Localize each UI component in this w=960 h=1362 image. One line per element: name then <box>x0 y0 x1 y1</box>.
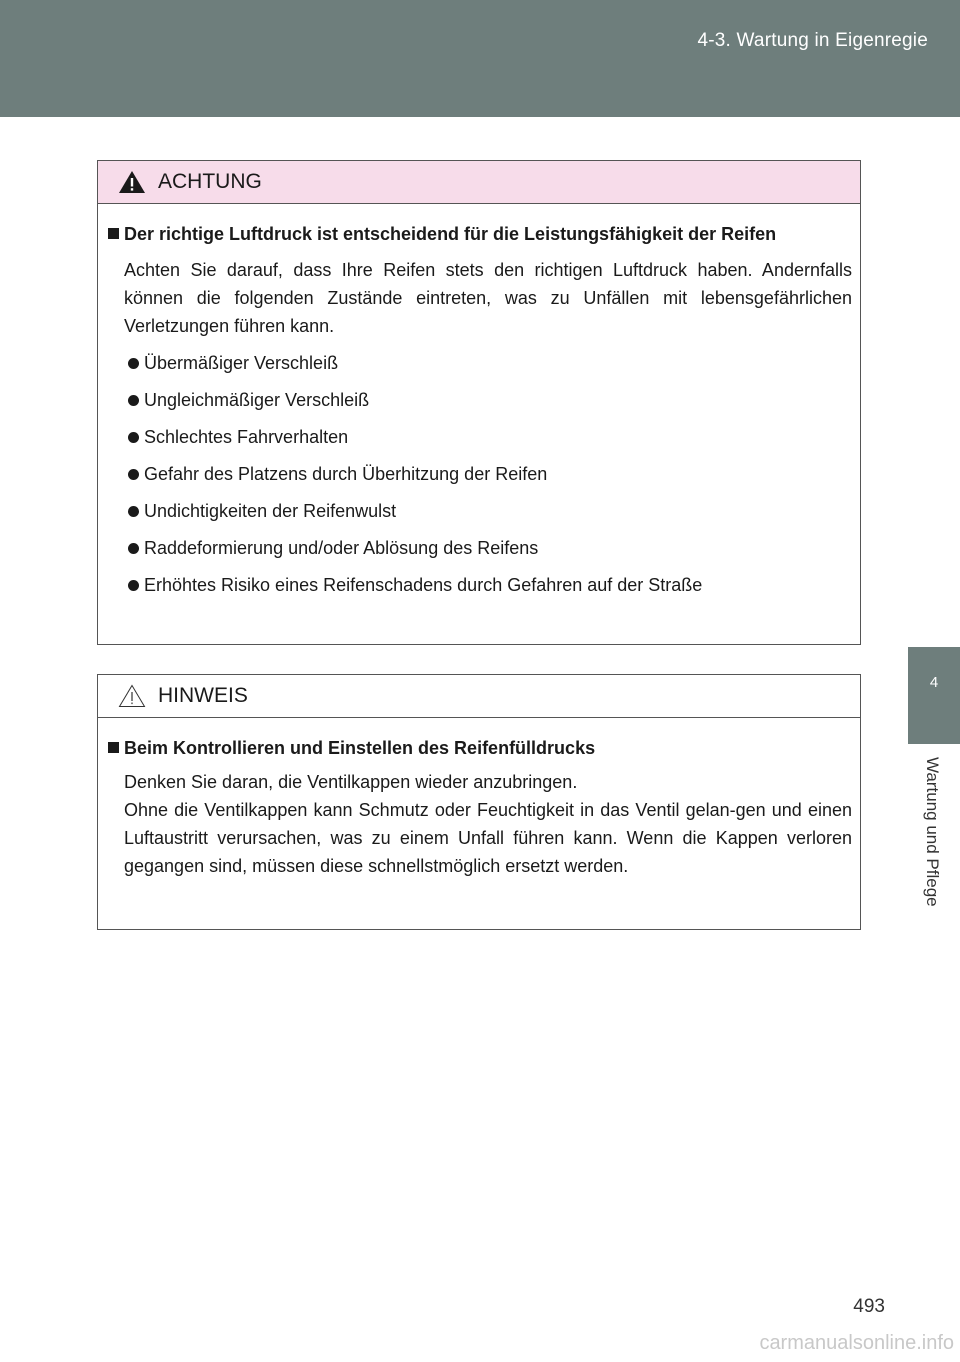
notice-heading <box>108 734 852 762</box>
caution-heading <box>108 220 852 248</box>
list-item-text: Undichtigkeiten der Reifenwulst <box>144 501 397 521</box>
list-item-text: Raddeformierung und/oder Ablösung des Reifens <box>144 538 539 558</box>
watermark: carmanualsonline.info <box>759 1332 954 1354</box>
bullet-icon <box>128 543 139 554</box>
caution-header <box>98 161 860 204</box>
list-item <box>108 423 852 451</box>
caution-list <box>108 349 852 599</box>
list-item <box>108 460 852 488</box>
list-item <box>108 349 852 377</box>
square-bullet-icon <box>108 228 119 239</box>
bullet-icon <box>128 395 139 406</box>
bullet-icon <box>128 358 139 369</box>
chapter-label: Wartung und Pflege <box>923 757 942 907</box>
list-item-text: Schlechtes Fahrverhalten <box>144 427 349 447</box>
list-item <box>108 571 852 599</box>
caution-title: ACHTUNG <box>158 170 262 193</box>
list-item-text: Gefahr des Platzens durch Überhitzung der Reifen <box>144 464 548 484</box>
chapter-tab[interactable] <box>908 647 960 744</box>
notice-body <box>98 718 860 880</box>
notice-header <box>98 675 860 718</box>
header-bar <box>0 0 960 117</box>
chapter-number: 4 <box>929 674 939 691</box>
bullet-icon <box>128 580 139 591</box>
warning-outline-icon <box>118 684 146 708</box>
page-number: 493 <box>853 1296 885 1317</box>
caution-body <box>98 204 860 599</box>
square-bullet-icon <box>108 742 119 753</box>
notice-heading-text: Beim Kontrollieren und Einstellen des Reifenfülldrucks <box>124 738 596 758</box>
list-item <box>108 534 852 562</box>
list-item-text: Erhöhtes Risiko eines Reifenschadens durch Gefahren auf der Straße <box>144 575 703 595</box>
notice-line-2: Ohne die Ventilkappen kann Schmutz oder Feuchtigkeit in das Ventil gelan-gen und einen Luftaustritt verursachen, was zu einem Unfall führen kann. Wenn die Kappen verloren gegangen sind, müssen diese schnellstmöglich ersetzt werden. <box>124 800 852 876</box>
section-title: 4-3. Wartung in Eigenregie <box>697 30 928 51</box>
list-item-text: Übermäßiger Verschleiß <box>144 353 339 373</box>
list-item <box>108 386 852 414</box>
warning-filled-icon <box>118 170 146 194</box>
chapter-label-tab <box>908 747 960 947</box>
caution-heading-text: Der richtige Luftdruck ist entscheidend für die Leistungsfähigkeit der Reifen <box>124 224 777 244</box>
notice-title: HINWEIS <box>158 684 248 707</box>
caution-intro: Achten Sie darauf, dass Ihre Reifen stets den richtigen Luftdruck haben. Andernfalls können die folgenden Zustände eintreten, was zu Unfällen mit lebensgefährlichen Verletzungen führen kann. <box>124 260 852 336</box>
list-item <box>108 497 852 525</box>
notice-line-1: Denken Sie daran, die Ventilkappen wieder anzubringen. <box>124 772 578 792</box>
bullet-icon <box>128 469 139 480</box>
bullet-icon <box>128 506 139 517</box>
bullet-icon <box>128 432 139 443</box>
caution-box <box>97 160 861 645</box>
notice-box <box>97 674 861 930</box>
list-item-text: Ungleichmäßiger Verschleiß <box>144 390 370 410</box>
